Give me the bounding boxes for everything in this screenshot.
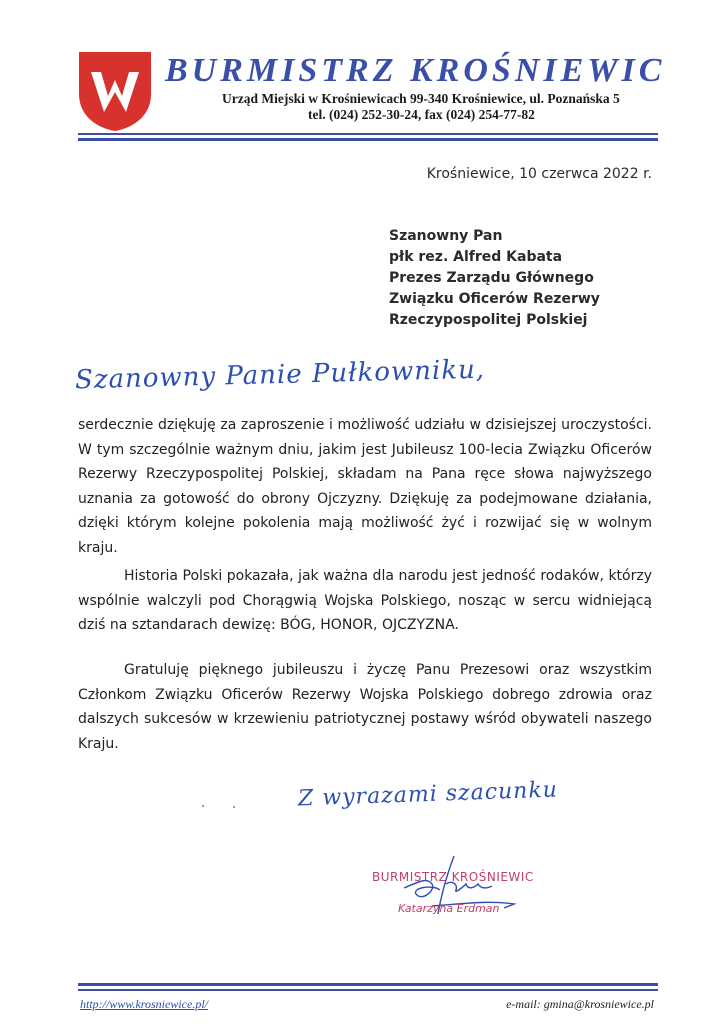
letterhead-contact: tel. (024) 252-30-24, fax (024) 254-77-82 — [308, 107, 535, 122]
body-paragraph: Gratuluję pięknego jubileuszu i życzę Panu Prezesowi oraz wszystkim Członkom Związku Oficerów Rezerwy Wojska Polskiego dobrego zdrowia oraz dalszych sukcesów w krzewieniu patriotycznej postawy wśród obywateli naszego Kraju. — [78, 662, 652, 752]
recipient-line: Szanowny Pan — [389, 228, 503, 244]
handwritten-closing: Z wyrazami szacunku — [297, 777, 559, 812]
letterhead-title: BURMISTRZ KROŚNIEWIC — [165, 52, 666, 89]
recipient-line: Rzeczypospolitej Polskiej — [389, 312, 588, 328]
town-crest-icon — [77, 50, 153, 132]
header-divider — [78, 138, 658, 141]
letterhead-address: Urząd Miejski w Krośniewicach 99-340 Krośniewice, ul. Poznańska 5 — [222, 91, 620, 106]
stamp-title: BURMISTRZ KROŚNIEWIC — [372, 870, 534, 884]
letter-date: Krośniewice, 10 czerwca 2022 r. — [426, 166, 652, 182]
stamp-name: Katarzyna Erdman — [398, 902, 500, 915]
recipient-line: Prezes Zarządu Głównego — [389, 270, 594, 286]
recipient-block — [389, 226, 600, 331]
body-paragraph: serdecznie dziękuję za zaproszenie i możliwość udziału w dzisiejszej uroczystości. W tym szczególnie ważnym dniu, jakim jest Jubileusz 100-lecia Związku Oficerów Rezerwy Rzeczypospolitej Polskiej, składam na Pana ręce słowa najwyższego uznania za gotowość do obrony Ojczyzny. Dziękuję za podejmowane działania, dzięki którym kolejne pokolenia mają możliwość żyć i rozwijać się w wolnym kraju. — [78, 417, 652, 556]
body-paragraph: Historia Polski pokazała, jak ważna dla narodu jest jedność rodaków, którzy wspólnie walczyli pod Chorągwią Wojska Polskiego, nosząc w sercu widniejącą dziś na sztandarach dewizę: BÓG, HONOR, OJCZYZNA. — [78, 568, 652, 633]
recipient-line: płk rez. Alfred Kabata — [389, 249, 563, 265]
header-divider — [78, 133, 658, 135]
footer-divider — [78, 989, 658, 991]
footer-divider — [78, 983, 658, 986]
email-address: e-mail: gmina@krosniewice.pl — [506, 997, 654, 1011]
recipient-line: Związku Oficerów Rezerwy — [389, 291, 600, 307]
ink-dots — [200, 800, 240, 812]
handwritten-salutation: Szanowny Panie Pułkowniku, — [74, 354, 486, 396]
website-link[interactable]: http://www.krosniewice.pl/ — [80, 997, 208, 1011]
